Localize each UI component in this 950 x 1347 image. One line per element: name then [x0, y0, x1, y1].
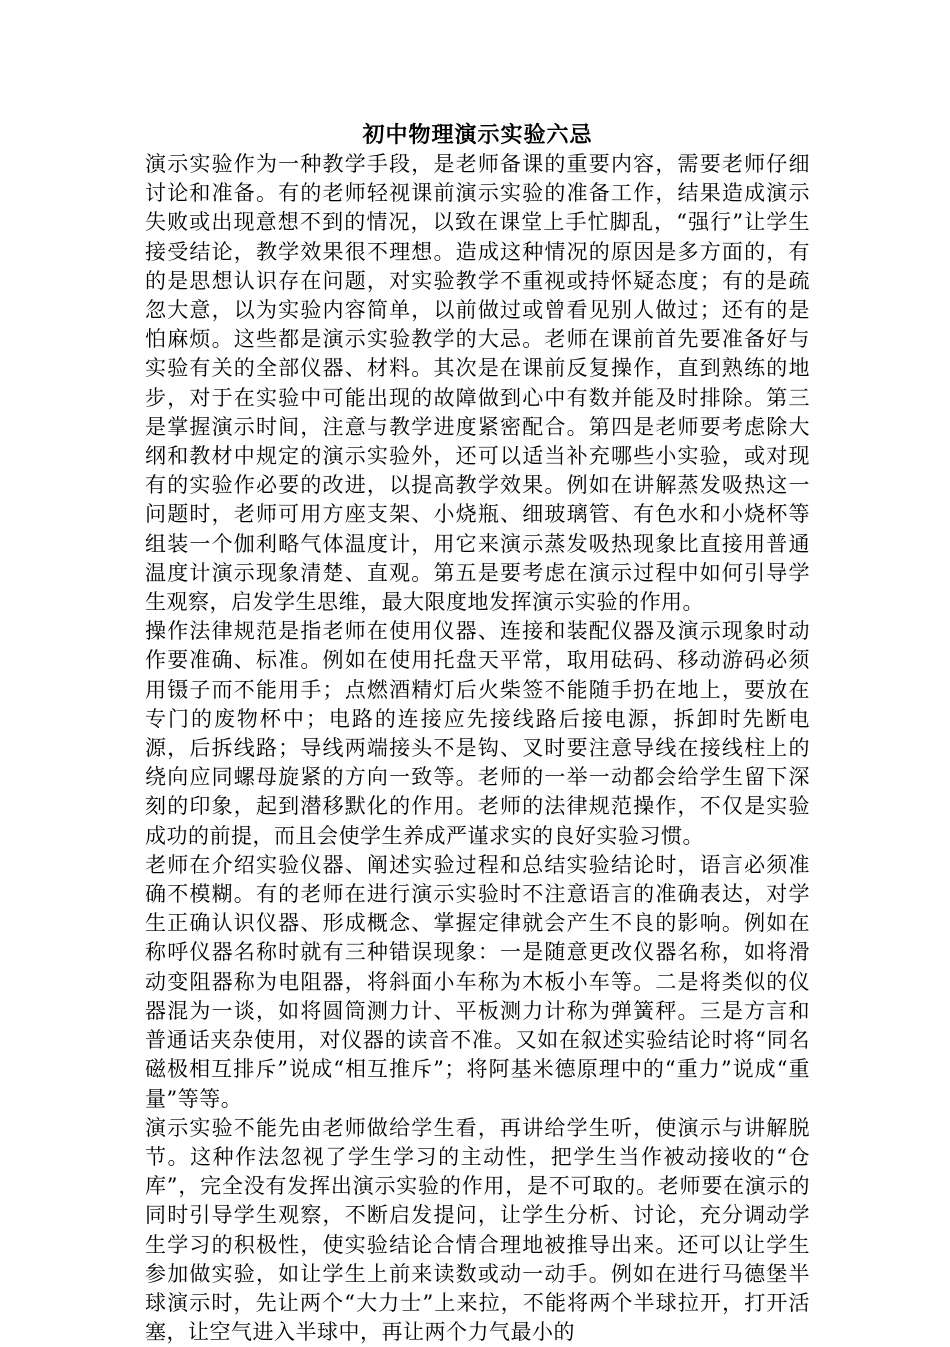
paragraph-language: 老师在介绍实验仪器、阐述实验过程和总结实验结论时，语言必须准确不模糊。有的老师在进行演示实验时不注意语言的准确表达，对学生正确认识仪器、形成概念、掌握定律就会产生不良的影响。例如在称呼仪器名称时就有三种错误现象：一是随意更改仪器名称，如将滑动变阻器称为电阻器，将斜面小车称为木板小车等。二是将类似的仪器混为一谈，如将圆筒测力计、平板测力计称为弹簧秤。三是方言和普通话夹杂使用，对仪器的读音不准。又如在叙述实验结论时将“同名磁极相互排斥”说成“相互推斥”；将阿基米德原理中的“重力”说成“重量”等等。	[145, 852, 810, 1111]
document-title: 初中物理演示实验六忌	[362, 122, 593, 148]
paragraph-preparation: 演示实验作为一种教学手段，是老师备课的重要内容，需要老师仔细讨论和准备。有的老师轻视课前演示实验的准备工作，结果造成演示失败或出现意想不到的情况，以致在课堂上手忙脚乱，“强行”让学生接受结论，教学效果很不理想。造成这种情况的原因是多方面的，有的是思想认识存在问题，对实验教学不重视或持怀疑态度；有的是疏忽大意，以为实验内容简单，以前做过或曾看见别人做过；还有的是怕麻烦。这些都是演示实验教学的大忌。老师在课前首先要准备好与实验有关的全部仪器、材料。其次是在课前反复操作，直到熟练的地步，对于在实验中可能出现的故障做到心中有数并能及时排除。第三是掌握演示时间，注意与教学进度紧密配合。第四是老师要考虑除大纲和教材中规定的演示实验外，还可以适当补充哪些小实验，或对现有的实验作必要的改进，以提高教学效果。例如在讲解蒸发吸热这一问题时，老师可用方座支架、小烧瓶、细玻璃管、有色水和小烧杯等组装一个伽利略气体温度计，用它来演示蒸发吸热现象比直接用普通温度计演示现象清楚、直观。第五是要考虑在演示过程中如何引导学生观察，启发学生思维，最大限度地发挥演示实验的作用。	[145, 152, 810, 615]
document-body	[145, 120, 810, 1347]
paragraph-operation: 操作法律规范是指老师在使用仪器、连接和装配仪器及演示现象时动作要准确、标准。例如在使用托盘天平常，取用砝码、移动游码必须用镊子而不能用手；点燃酒精灯后火柴签不能随手扔在地上，要放在专门的废物杯中；电路的连接应先接线路后接电源，拆卸时先断电源，后拆线路；导线两端接头不是钩、叉时要注意导线在接线柱上的绕向应同螺母旋紧的方向一致等。老师的一举一动都会给学生留下深刻的印象，起到潜移默化的作用。老师的法律规范操作，不仅是实验成功的前提，而且会使学生养成严谨求实的良好实验习惯。	[145, 619, 810, 848]
paragraph-demonstration: 演示实验不能先由老师做给学生看，再讲给学生听，使演示与讲解脱节。这种作法忽视了学生学习的主动性，把学生当作被动接收的“仓库”，完全没有发挥出演示实验的作用，是不可取的。老师要在演示的同时引导学生观察，不断启发提问，让学生分析、讨论，充分调动学生学习的积极性，使实验结论合情合理地被推导出来。还可以让学生参加做实验，如让学生上前来读数或动一动手。例如在进行马德堡半球演示时，先让两个“大力士”上来拉，不能将两个半球拉开，打开活塞，让空气进入半球中，再让两个力气最小的	[145, 1115, 810, 1345]
